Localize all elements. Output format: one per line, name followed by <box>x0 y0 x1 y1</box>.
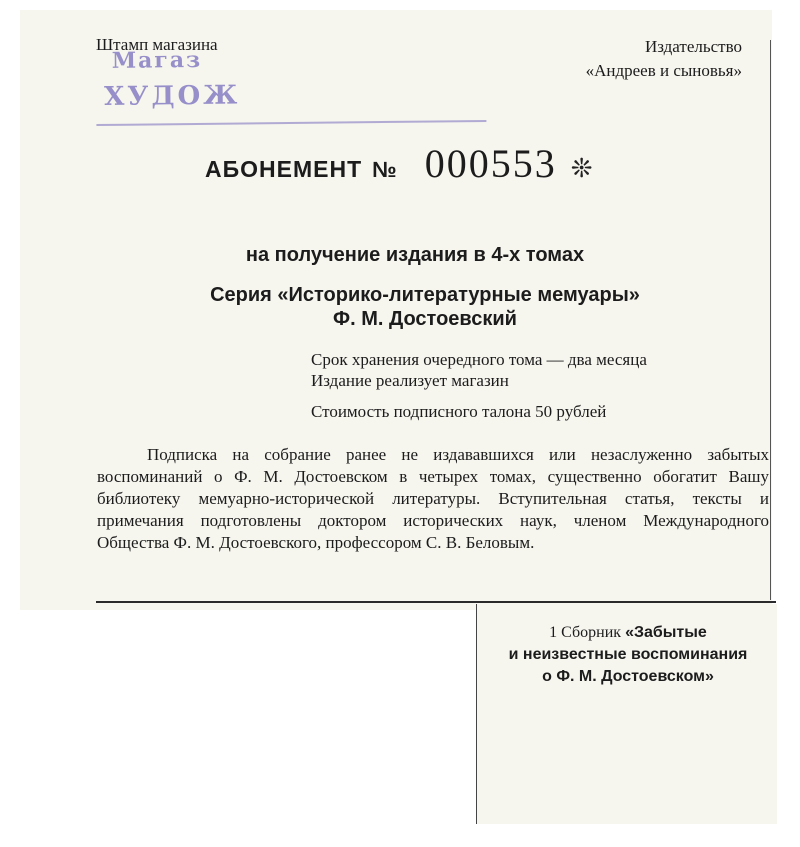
description-paragraph: Подписка на собрание ранее не издававшихся или незаслуженно забытых воспоминаний о Ф. М. Достоевском в четырех томах, существенно обогатит Вашу библиотеку мемуарно-исторической литературы. Вступительная статья, тексты и примечания подготовлены доктором исторических наук, членом Международного Общества Ф. М. Достоевского, профессором С. В. Беловым. <box>97 445 769 552</box>
series-title: Серия «Историко-литературные мемуары» <box>210 284 640 306</box>
subscription-number: 000553 <box>424 141 557 186</box>
stamp-label: Штамп магазина <box>96 35 218 54</box>
publisher-line-2: «Андреев и сыновья» <box>585 61 742 80</box>
author-name: Ф. М. Достоевский <box>333 308 517 330</box>
publisher-block <box>586 35 742 83</box>
stamp-line-2: ХУДОЖ <box>103 80 241 112</box>
coupon-title-line-2: и неизвестные воспоминания <box>508 646 748 663</box>
ornament-icon: ❊ <box>570 154 593 183</box>
coupon-title <box>478 622 778 688</box>
coupon-prefix: 1 Сборник <box>549 624 622 641</box>
subscription-heading <box>205 140 592 187</box>
coupon-title-line-3: о Ф. М. Достоевском» <box>542 668 714 685</box>
heading-word: АБОНЕМЕНТ <box>205 156 363 182</box>
stamp-line-1: Магаз <box>111 46 203 74</box>
publisher-line-1: Издательство <box>644 37 742 56</box>
title-line-1: на получение издания в 4-х томах <box>245 244 585 266</box>
tear-line <box>96 601 776 603</box>
coupon-title-line-1: «Забытые <box>625 624 707 641</box>
number-sign: № <box>372 157 397 182</box>
seller-note: Издание реализует магазин <box>311 371 509 390</box>
storage-term: Срок хранения очередного тома — два месяца <box>311 350 647 369</box>
coupon-price: Стоимость подписного талона 50 рублей <box>311 402 607 421</box>
